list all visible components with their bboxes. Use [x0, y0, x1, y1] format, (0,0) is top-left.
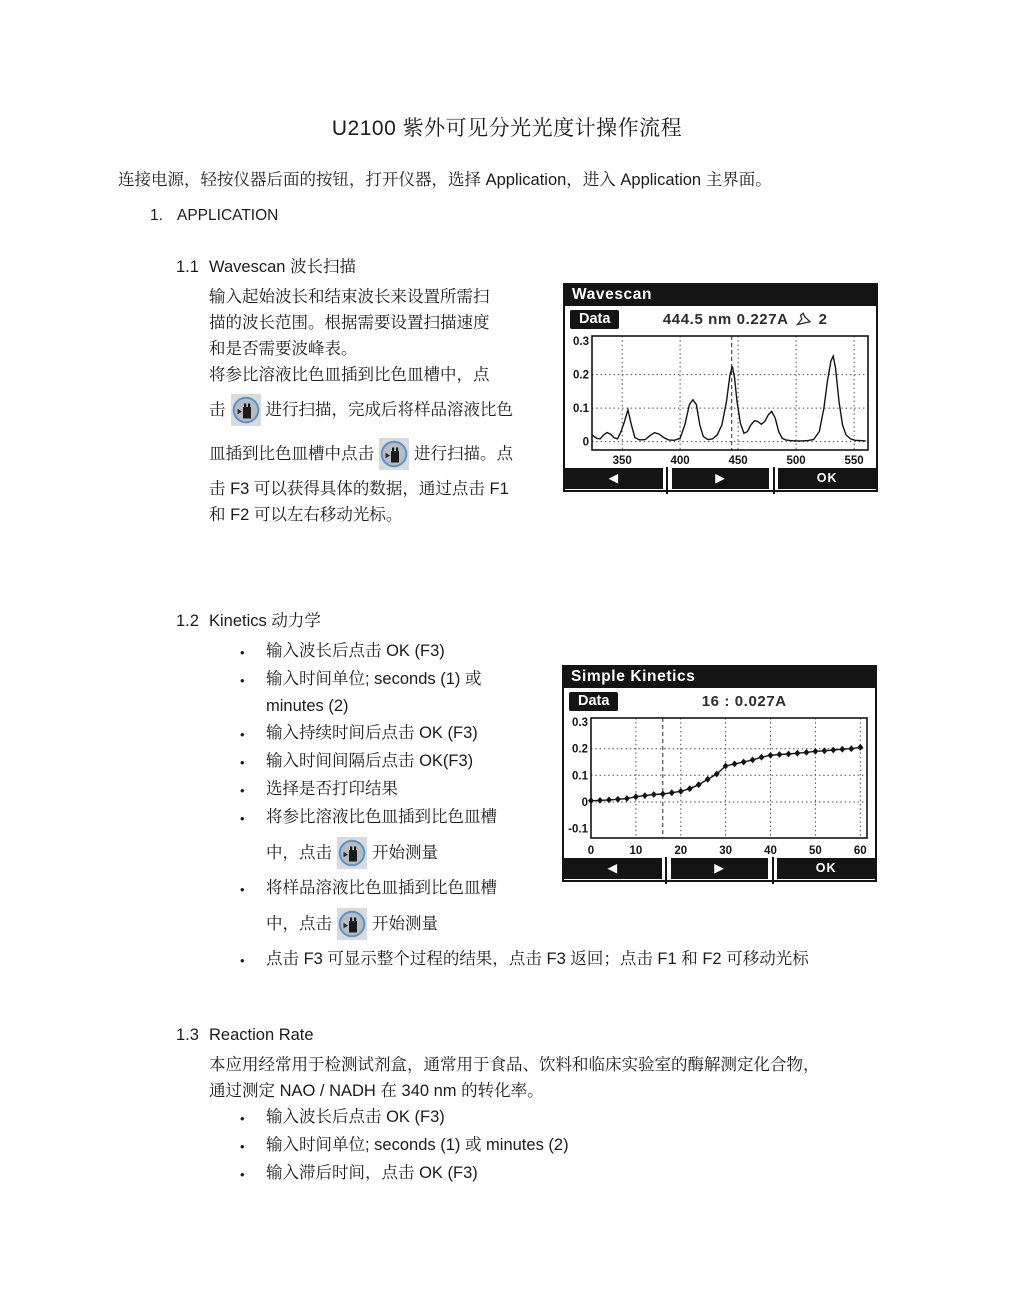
text-line: 输入波长后点击 OK (F3) [266, 1108, 445, 1126]
f3-ok-softkey: OK [777, 858, 875, 879]
list-item [240, 875, 936, 946]
svg-text:0.3: 0.3 [572, 717, 588, 729]
f2-right-softkey: ▶ [671, 858, 769, 879]
cursor-readout [619, 311, 871, 328]
section-title: Reaction Rate [209, 1026, 314, 1044]
data-badge: Data [570, 310, 619, 329]
section-heading [176, 254, 513, 280]
list-item [240, 1160, 956, 1188]
bullet-marker: • [240, 1167, 245, 1182]
text-line: 和 F2 可以左右移动光标。 [209, 506, 403, 524]
bullet-marker: • [240, 645, 245, 660]
svg-text:40: 40 [764, 845, 777, 857]
text-line: 将样品溶液比色皿插到比色皿槽 [266, 879, 497, 897]
text-line: 输入持续时间后点击 OK (F3) [266, 724, 478, 742]
section-number: 1.2 [176, 612, 199, 630]
section-number: 1.3 [176, 1026, 199, 1044]
flask-icon [796, 312, 812, 327]
svg-text:550: 550 [844, 455, 864, 467]
svg-text:20: 20 [674, 845, 688, 857]
cuvette-button-icon [337, 837, 367, 869]
lcd-softkeys [565, 468, 876, 489]
readout-value: 16 : 0.027A [701, 692, 787, 710]
svg-text:350: 350 [612, 455, 632, 467]
softkey-divider [768, 858, 777, 879]
text-line [266, 902, 497, 946]
section-title: Kinetics 动力学 [209, 612, 321, 630]
cursor-readout [618, 693, 870, 710]
section-heading [176, 608, 936, 634]
kinetics-chart [564, 714, 875, 857]
softkey-divider [663, 468, 672, 489]
text-segment: 开始测量 [372, 843, 438, 862]
cuvette-button-icon [231, 394, 261, 426]
text-line: 输入时间单位; seconds (1) 或 minutes (2) [266, 1136, 569, 1154]
f2-right-softkey: ▶ [672, 468, 770, 489]
text-line: 和是否需要波峰表。 [209, 340, 358, 358]
text-line: 击 F3 可以获得具体的数据，通过点击 F1 [209, 480, 509, 498]
svg-text:0.1: 0.1 [573, 403, 589, 416]
f1-left-softkey: ◀ [565, 468, 663, 489]
text-line: 通过测定 NAO / NADH 在 340 nm 的转化率。 [209, 1082, 544, 1100]
svg-text:0: 0 [582, 436, 589, 449]
text-line: 输入波长后点击 OK (F3) [266, 642, 445, 660]
svg-text:10: 10 [629, 845, 643, 857]
text-line: 输入滞后时间，点击 OK (F3) [266, 1164, 478, 1182]
text-line: 输入起始波长和结束波长来设置所需扫 [209, 288, 490, 306]
softkey-divider [662, 858, 671, 879]
cuvette-button-icon [379, 438, 409, 470]
bullet-list [240, 1104, 956, 1188]
svg-text:0.3: 0.3 [573, 336, 589, 348]
svg-text:400: 400 [670, 455, 690, 467]
peak-count: 2 [818, 310, 828, 328]
svg-text:50: 50 [809, 845, 822, 857]
lcd-softkeys [564, 858, 875, 879]
section-reaction-rate [176, 1022, 956, 1188]
text-line: 将参比溶液比色皿插到比色皿槽 [266, 808, 497, 826]
text-line: minutes (2) [266, 697, 349, 715]
bullet-marker: • [240, 755, 245, 770]
section-title: Wavescan 波长扫描 [209, 258, 357, 276]
section-body [209, 284, 513, 528]
wavescan-screenshot [563, 283, 878, 492]
svg-text:500: 500 [786, 455, 806, 467]
svg-text:0: 0 [587, 845, 595, 857]
bullet-marker: • [240, 882, 245, 897]
svg-text:60: 60 [853, 845, 867, 857]
text-line: 点击 F3 可显示整个过程的结果，点击 F3 返回；点击 F1 和 F2 可移动光标 [266, 950, 809, 968]
list-item [240, 946, 936, 974]
text-line [209, 432, 513, 476]
text-segment: 开始测量 [372, 914, 438, 933]
svg-text:0: 0 [581, 797, 588, 809]
intro-paragraph: 连接电源，轻按仪器后面的按钮，打开仪器，选择 Application，进入 Application 主界面。 [118, 171, 772, 189]
bullet-marker: • [240, 1139, 245, 1154]
lcd-title-bar: Wavescan [565, 285, 876, 306]
lcd-data-row [565, 306, 876, 332]
list-item [240, 1104, 956, 1132]
text-line: 输入时间间隔后点击 OK(F3) [266, 752, 474, 770]
application-heading [150, 207, 278, 225]
bullet-marker: • [240, 727, 245, 742]
bullet-marker: • [240, 953, 245, 968]
list-number: 1. [150, 207, 163, 224]
text-segment: 皿插到比色皿槽中点击 [209, 445, 374, 463]
text-line [209, 388, 513, 432]
data-badge: Data [569, 692, 618, 711]
f1-left-softkey: ◀ [564, 858, 662, 879]
section-heading [176, 1022, 956, 1048]
text-line: 输入时间单位; seconds (1) 或 [266, 670, 482, 688]
svg-text:450: 450 [728, 455, 748, 467]
bullet-marker: • [240, 1111, 245, 1126]
list-item [240, 1132, 956, 1160]
text-line: 选择是否打印结果 [266, 780, 398, 798]
text-line: 本应用经常用于检测试剂盒，通常用于食品、饮料和临床实验室的酶解测定化合物， [209, 1056, 820, 1074]
section-body [209, 1052, 956, 1104]
cuvette-button-icon [337, 908, 367, 940]
svg-text:0.1: 0.1 [572, 770, 588, 783]
text-segment: 击 [209, 401, 226, 419]
softkey-divider [769, 468, 778, 489]
text-segment: 中，点击 [266, 914, 332, 933]
svg-text:30: 30 [719, 845, 732, 857]
f3-ok-softkey: OK [778, 468, 876, 489]
lcd-title-bar: Simple Kinetics [564, 667, 875, 688]
section-wavescan [176, 254, 513, 528]
svg-text:-0.1: -0.1 [568, 823, 588, 836]
text-segment: 进行扫描，完成后将样品溶液比色 [265, 401, 513, 419]
list-label: APPLICATION [177, 207, 279, 224]
text-segment: 中，点击 [266, 843, 332, 862]
list-item [240, 638, 936, 666]
text-segment: 进行扫描。点 [414, 445, 513, 463]
text-line [266, 831, 497, 875]
svg-text:0.2: 0.2 [572, 743, 588, 756]
document-title: U2100 紫外可见分光光度计操作流程 [331, 117, 683, 140]
bullet-marker: • [240, 811, 245, 826]
svg-text:0.2: 0.2 [573, 369, 589, 382]
bullet-marker: • [240, 673, 245, 688]
text-line: 将参比溶液比色皿插到比色皿槽中，点 [209, 366, 490, 384]
readout-value: 444.5 nm 0.227A [662, 310, 789, 328]
bullet-marker: • [240, 783, 245, 798]
wavescan-chart [565, 332, 876, 467]
lcd-data-row [564, 688, 875, 714]
text-line: 描的波长范围。根据需要设置扫描速度 [209, 314, 490, 332]
section-number: 1.1 [176, 258, 199, 276]
kinetics-screenshot [562, 665, 877, 882]
